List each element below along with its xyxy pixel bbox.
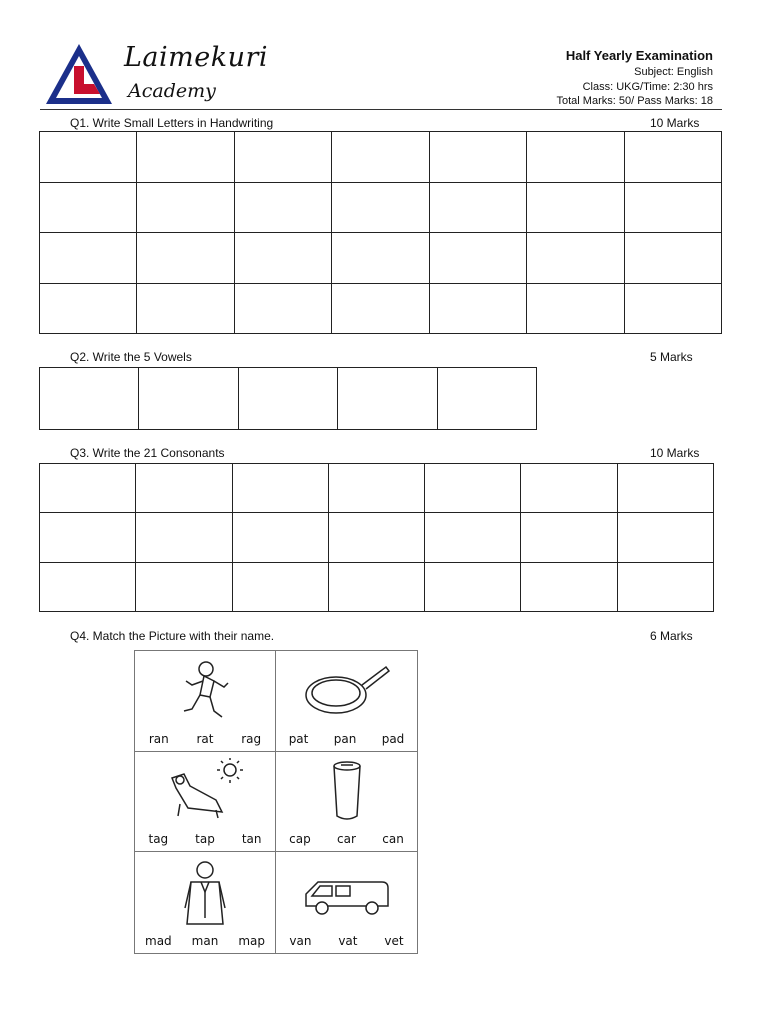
answer-box[interactable] (139, 368, 238, 430)
picture-card (135, 752, 276, 853)
marks-info-line: Total Marks: 50/ Pass Marks: 18 (556, 95, 713, 107)
answer-box[interactable] (136, 513, 232, 562)
answer-box[interactable] (328, 513, 424, 562)
academy-logo (44, 42, 114, 106)
frying-pan-icon (302, 657, 392, 719)
answer-box[interactable] (429, 233, 526, 284)
answer-box[interactable] (137, 233, 234, 284)
answer-box[interactable] (136, 562, 232, 611)
option-word[interactable]: ran (148, 731, 169, 746)
q1-label: Q1. Write Small Letters in Handwriting (70, 116, 274, 130)
picture-card (276, 752, 417, 853)
answer-box[interactable] (425, 562, 521, 611)
option-word[interactable]: rat (196, 731, 214, 746)
picture-card (135, 651, 276, 752)
answer-box[interactable] (137, 132, 234, 183)
picture-card (135, 852, 276, 953)
answer-box[interactable] (624, 233, 721, 284)
brand-name: Laimekuri (124, 42, 269, 73)
answer-box[interactable] (40, 562, 136, 611)
answer-box[interactable] (429, 182, 526, 233)
answer-box[interactable] (521, 513, 617, 562)
answer-box[interactable] (137, 283, 234, 334)
answer-box[interactable] (617, 464, 713, 513)
answer-box[interactable] (40, 368, 139, 430)
answer-box[interactable] (527, 233, 624, 284)
option-word[interactable]: pan (333, 731, 357, 746)
picture-card (276, 651, 417, 752)
answer-box[interactable] (425, 513, 521, 562)
van-icon (302, 866, 392, 926)
answer-box[interactable] (332, 233, 429, 284)
answer-box[interactable] (429, 132, 526, 183)
answer-box[interactable] (232, 513, 328, 562)
option-word[interactable]: tap (195, 832, 215, 847)
q4-marks: 6 Marks (650, 629, 693, 643)
q3-label: Q3. Write the 21 Consonants (70, 446, 225, 460)
picture-card (276, 852, 417, 953)
option-word[interactable]: can (382, 832, 404, 847)
answer-box[interactable] (527, 283, 624, 334)
option-word[interactable]: cap (289, 832, 311, 847)
q3-consonant-grid (39, 463, 714, 612)
answer-box[interactable] (332, 182, 429, 233)
answer-box[interactable] (617, 562, 713, 611)
option-word[interactable]: van (289, 933, 312, 948)
answer-box[interactable] (338, 368, 437, 430)
option-word[interactable]: tan (241, 832, 262, 847)
answer-box[interactable] (136, 464, 232, 513)
answer-box[interactable] (234, 283, 331, 334)
answer-box[interactable] (332, 132, 429, 183)
answer-box[interactable] (234, 132, 331, 183)
answer-box[interactable] (137, 182, 234, 233)
answer-box[interactable] (328, 562, 424, 611)
option-word[interactable]: rag (241, 731, 262, 746)
answer-box[interactable] (624, 182, 721, 233)
answer-box[interactable] (40, 513, 136, 562)
header-divider (40, 109, 722, 110)
sunbathing-person-icon (160, 758, 250, 822)
q2-label: Q2. Write the 5 Vowels (70, 350, 192, 364)
answer-box[interactable] (527, 132, 624, 183)
q1-marks: 10 Marks (650, 116, 700, 130)
answer-box[interactable] (40, 233, 137, 284)
answer-box[interactable] (40, 132, 137, 183)
answer-box[interactable] (232, 464, 328, 513)
option-word[interactable]: vet (384, 933, 404, 948)
answer-box[interactable] (234, 182, 331, 233)
exam-title: Half Yearly Examination (565, 48, 713, 63)
option-word[interactable]: vat (338, 933, 358, 948)
subject-line: Subject: English (634, 66, 713, 78)
answer-box[interactable] (624, 283, 721, 334)
answer-box[interactable] (425, 464, 521, 513)
answer-box[interactable] (40, 182, 137, 233)
answer-box[interactable] (332, 283, 429, 334)
picture-match-panel (134, 650, 418, 954)
answer-box[interactable] (437, 368, 536, 430)
option-word[interactable]: pad (381, 731, 405, 746)
q2-vowel-grid (39, 367, 537, 430)
running-boy-icon (170, 657, 240, 727)
option-word[interactable]: tag (148, 832, 169, 847)
q1-writing-grid (39, 131, 722, 334)
option-word[interactable]: map (238, 933, 265, 948)
class-time-line: Class: UKG/Time: 2:30 hrs (582, 81, 713, 93)
answer-box[interactable] (429, 283, 526, 334)
answer-box[interactable] (527, 182, 624, 233)
answer-box[interactable] (328, 464, 424, 513)
answer-box[interactable] (617, 513, 713, 562)
answer-box[interactable] (40, 283, 137, 334)
answer-box[interactable] (234, 233, 331, 284)
man-in-suit-icon (177, 858, 233, 926)
q3-marks: 10 Marks (650, 446, 700, 460)
answer-box[interactable] (624, 132, 721, 183)
option-word[interactable]: car (337, 832, 356, 847)
answer-box[interactable] (40, 464, 136, 513)
q2-marks: 5 Marks (650, 350, 693, 364)
option-word[interactable]: man (191, 933, 219, 948)
option-word[interactable]: mad (145, 933, 172, 948)
answer-box[interactable] (232, 562, 328, 611)
brand-subtitle: Academy (128, 80, 216, 102)
answer-box[interactable] (238, 368, 337, 430)
q4-label: Q4. Match the Picture with their name. (70, 629, 275, 643)
can-icon (322, 758, 372, 824)
answer-box[interactable] (521, 562, 617, 611)
answer-box[interactable] (521, 464, 617, 513)
option-word[interactable]: pat (288, 731, 309, 746)
